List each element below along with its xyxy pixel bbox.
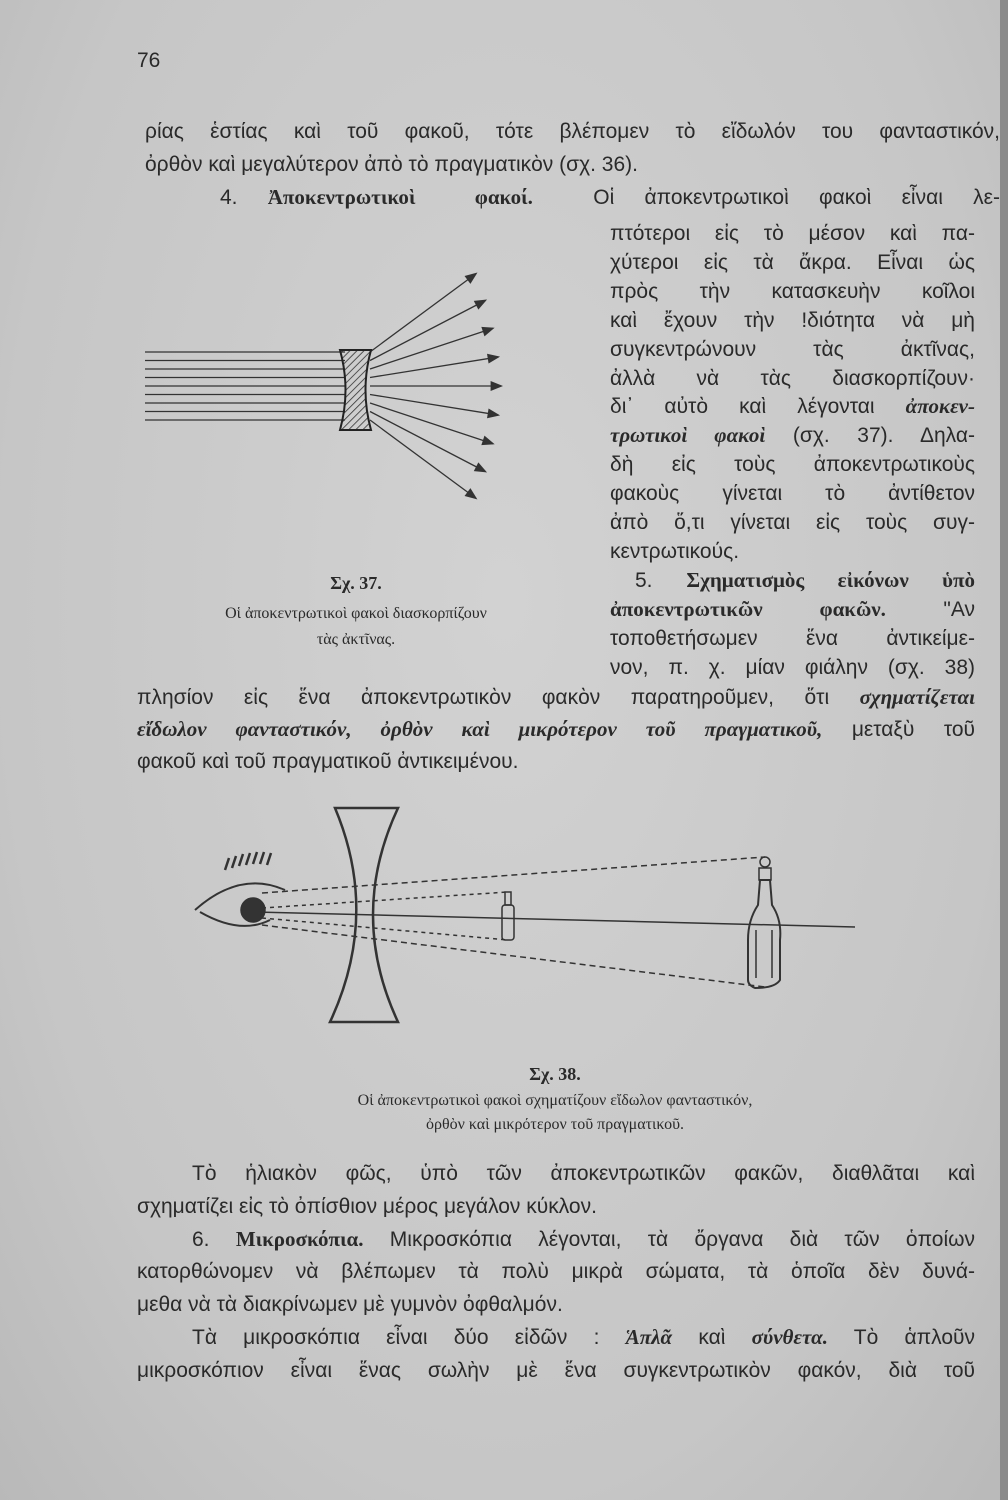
text-segment: ρίας ἑστίας καὶ τοῦ φακοῦ, τότε βλέπομεν τὸ εἴδωλόν του φανταστικόν, [145,120,1000,143]
bottle-object-icon [748,857,780,988]
emphasis-text: σχηματίζεται [859,685,975,709]
text-segment: φακοὺς γίνεται τὸ ἀντίθετον [610,482,975,505]
text-segment: (σχ. 37). Δηλα- [765,424,975,447]
figure-37-title: Σχ. 37. [330,573,382,593]
text-segment: Μικροσκόπια λέγονται, τὰ ὄργανα διὰ τῶν ὁποίων [363,1228,976,1251]
text-segment: κατορθώνομεν νὰ βλέπωμεν τὰ πολὺ μικρὰ σώματα, τὰ ὁποῖα δὲν δυνά- [137,1260,975,1283]
small-bottle-image-icon [502,892,514,940]
figure-37-caption-line: Οἱ ἀποκεντρωτικοὶ φακοὶ διασκορπίζουν [225,605,487,622]
figure-38-caption-line: Οἱ ἀποκεντρωτικοὶ φακοὶ σχηματίζουν εἴδωλον φανταστικόν, [357,1092,753,1109]
text-segment: πλησίον εἰς ἕνα ἀποκεντρωτικὸν φακὸν παρατηροῦμεν, ὅτι [137,686,860,709]
ray-top [262,857,765,893]
text-segment: 5. [635,569,687,592]
emphasis-text: τρωτικοὶ φακοὶ [610,423,766,447]
text-segment: κεντρωτικούς. [610,540,740,563]
emphasis-text: Ἀποκεντρωτικοὶ φακοί. [267,185,533,209]
text-segment: καὶ [672,1326,752,1349]
text-segment: μεθα νὰ τὰ διακρίνωμεν μὲ γυμνὸν ὀφθαλμόν. [137,1293,563,1316]
text-segment: 6. [192,1228,236,1251]
emphasis-text: εἴδωλον φανταστικόν, ὀρθὸν καὶ μικρότερον τοῦ πραγματικοῦ, [137,717,823,741]
text-segment: Τὰ μικροσκόπια εἶναι δύο εἰδῶν : [192,1326,626,1349]
emphasis-text: Ἁπλᾶ [625,1325,673,1349]
figure-38-caption [205,1063,905,1135]
text-segment: δὴ εἰς τοὺς ἀποκεντρωτικοὺς [610,453,975,476]
figure-37-caption-line: τὰς ἀκτῖνας. [316,631,396,648]
emphasis-text: ἀποκεντρωτικῶν φακῶν. [610,597,886,621]
text-segment: "Αν [885,598,975,621]
text-segment: πτότεροι εἰς τὸ μέσον καὶ πα- [610,222,975,245]
text-segment: Τὸ ἁπλοῦν [827,1326,975,1349]
figure-38-title: Σχ. 38. [529,1064,581,1084]
eye-icon [195,852,285,926]
text-segment: ἀλλὰ νὰ τὰς διασκορπίζουν· [610,367,975,390]
emphasis-text: σύνθετα. [751,1325,828,1349]
text-segment: πρὸς τὴν κατασκευὴν κοῖλοι [610,280,975,303]
text-segment: Τὸ ἡλιακὸν φῶς, ὑπὸ τῶν ἀποκεντρωτικῶν φακῶν, διαθλᾶται καὶ [192,1162,975,1185]
text-segment: συγκεντρώνουν τὰς ἀκτῖνας, [610,338,975,361]
text-segment: φακοῦ καὶ τοῦ πραγματικοῦ ἀντικειμένου. [137,750,519,773]
text-segment: ἀπὸ ὅ,τι γίνεται εἰς τοὺς συγ- [610,511,975,534]
text-segment: δι᾿ αὐτὸ καὶ λέγονται [610,395,906,418]
text-segment: Οἱ ἀποκεντρωτικοὶ φακοὶ εἶναι λε- [532,186,1000,209]
figure-37-caption [156,572,556,650]
emphasis-text: Μικροσκόπια. [235,1227,364,1251]
emphasis-text: ἀποκεν- [905,394,975,418]
text-segment: 4. [220,186,268,209]
text-segment: μεταξὺ τοῦ [822,718,975,741]
page-number: 76 [137,49,161,72]
text-segment: τοποθετήσωμεν ἕνα ἀντικείμε- [610,627,975,650]
text-segment: μικροσκόπιον εἶναι ἕνας σωλὴν μὲ ἕνα συγκεντρωτικὸν φακόν, διὰ τοῦ [137,1359,975,1382]
emphasis-text: Σχηματισμὸς εἰκόνων ὑπὸ [686,568,975,592]
text-segment: ὀρθὸν καὶ μεγαλύτερον ἀπὸ τὸ πραγματικὸν (σχ. 36). [145,153,638,176]
text-segment: νον, π. χ. μίαν φιάλην (σχ. 38) [610,656,975,679]
text-segment: σχηματίζει εἰς τὸ ὀπίσθιον μέρος μεγάλον κύκλον. [137,1195,597,1218]
text-segment: χύτεροι εἰς τὰ ἄκρα. Εἶναι ὡς [610,251,975,274]
figure-38-caption-line: ὀρθὸν καὶ μικρότερον τοῦ πραγματικοῦ. [426,1116,684,1133]
text-segment: καὶ ἔχουν τὴν !διότητα νὰ μὴ [610,309,975,332]
